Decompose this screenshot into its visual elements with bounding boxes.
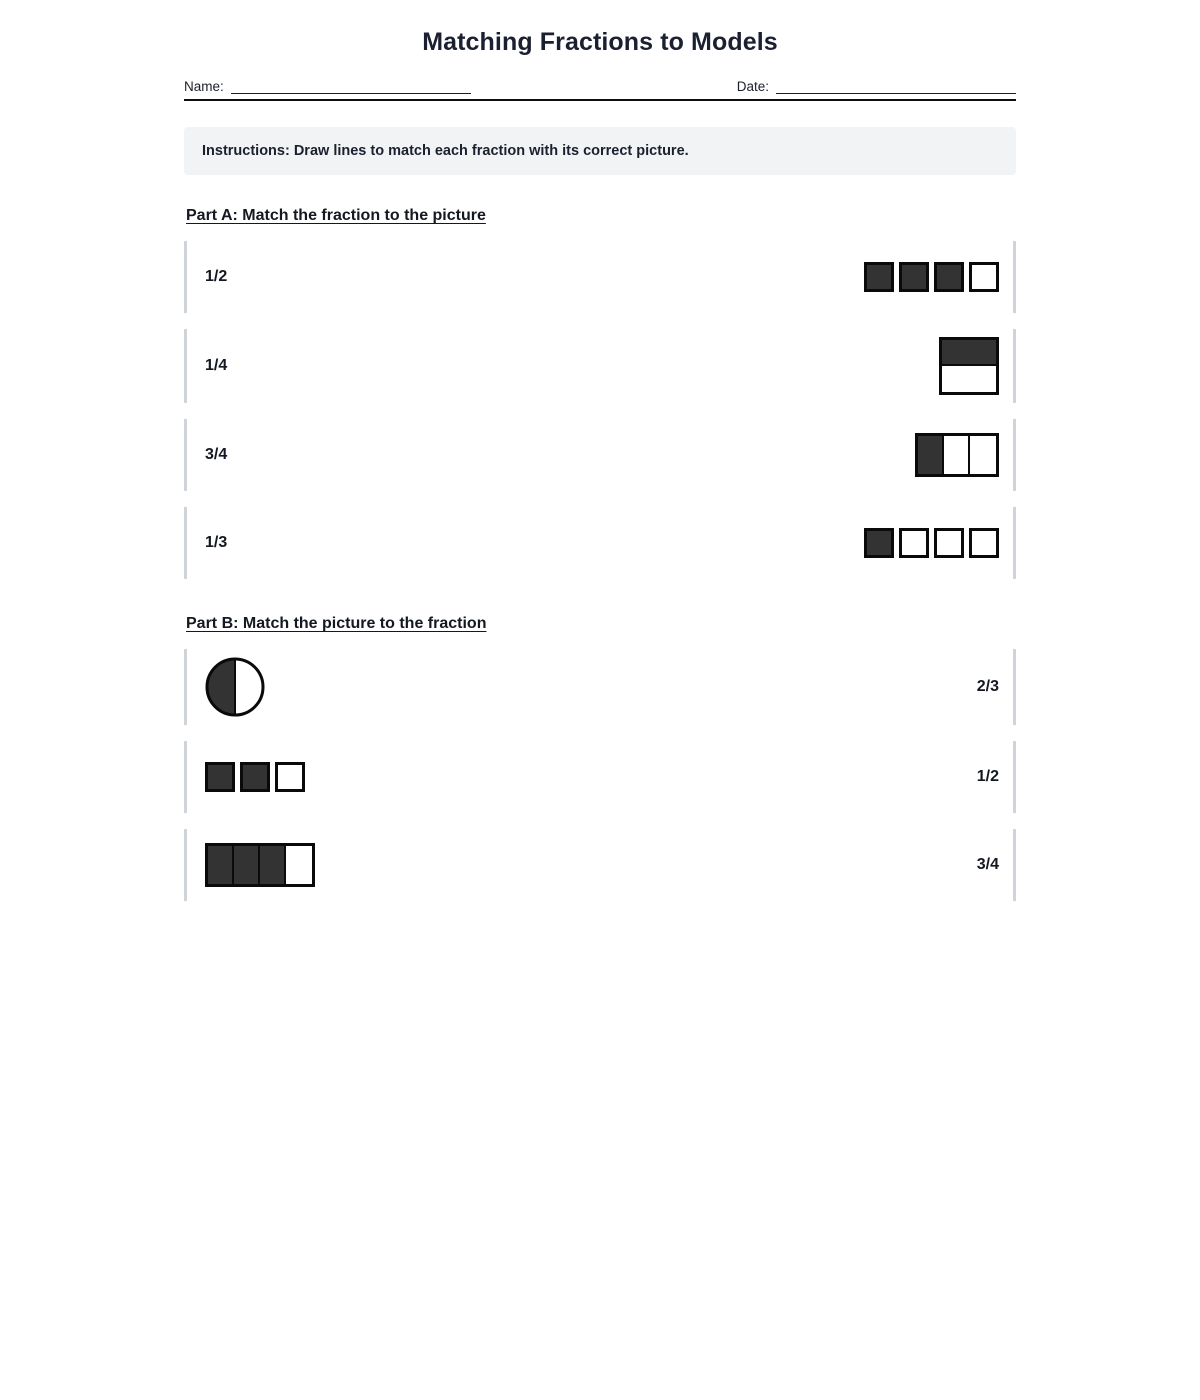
fraction-model — [205, 657, 265, 717]
part-b-heading: Part B: Match the picture to the fraction — [186, 615, 487, 632]
header-divider — [184, 99, 1016, 101]
name-label: Name: — [184, 79, 224, 94]
table-row[interactable] — [184, 241, 1016, 313]
fraction-model — [864, 262, 999, 292]
part-b-section — [184, 615, 1016, 901]
part-b-rows — [184, 649, 1016, 901]
circle-model-half-filled — [205, 657, 265, 717]
squares-model-4-of-which-1-filled — [864, 528, 999, 558]
squares-model-4-of-which-3-filled — [864, 262, 999, 292]
fraction-model — [939, 337, 999, 395]
square-empty — [969, 262, 999, 292]
part-a-section — [184, 207, 1016, 579]
fraction-label: 1/2 — [976, 768, 999, 785]
fraction-model — [864, 528, 999, 558]
half-filled — [942, 340, 996, 366]
half-empty — [942, 366, 996, 392]
square-empty — [969, 528, 999, 558]
fraction-label: 1/2 — [205, 268, 228, 285]
part-a-rows — [184, 241, 1016, 579]
worksheet-sheet — [184, 0, 1016, 901]
square-empty — [934, 528, 964, 558]
fraction-label: 3/4 — [205, 446, 228, 463]
table-row[interactable] — [184, 649, 1016, 725]
date-label: Date: — [736, 79, 769, 94]
square-filled — [899, 262, 929, 292]
bar-part-empty — [944, 436, 970, 474]
square-filled — [934, 262, 964, 292]
table-row[interactable] — [184, 329, 1016, 403]
date-field-group — [737, 79, 1016, 94]
halves-square-model-1-of-2-filled — [939, 337, 999, 395]
square-empty — [275, 762, 305, 792]
table-row[interactable] — [184, 829, 1016, 901]
name-input-blank[interactable] — [231, 80, 471, 94]
fraction-label: 3/4 — [976, 856, 999, 873]
bar-part-filled — [918, 436, 944, 474]
date-input-blank[interactable] — [776, 80, 1016, 94]
square-filled — [864, 528, 894, 558]
square-filled — [205, 762, 235, 792]
fraction-model — [205, 843, 315, 887]
fraction-label: 1/3 — [205, 534, 228, 551]
fraction-model — [205, 762, 305, 792]
vertical-split-square — [939, 337, 999, 395]
bar-part-filled — [234, 846, 260, 884]
square-empty — [899, 528, 929, 558]
table-row[interactable] — [184, 741, 1016, 813]
fraction-label: 2/3 — [976, 678, 999, 695]
square-filled — [864, 262, 894, 292]
square-filled — [240, 762, 270, 792]
part-a-heading: Part A: Match the fraction to the picture — [186, 207, 486, 224]
fraction-model — [915, 433, 999, 477]
name-field-group — [184, 79, 471, 94]
table-row[interactable] — [184, 419, 1016, 491]
instructions-box: Instructions: Draw lines to match each fraction with its correct picture. — [184, 127, 1016, 175]
bar-part-filled — [208, 846, 234, 884]
squares-model-3-of-which-2-filled — [205, 762, 305, 792]
page-title: Matching Fractions to Models — [422, 28, 778, 56]
fraction-label: 1/4 — [205, 357, 228, 374]
table-row[interactable] — [184, 507, 1016, 579]
bar-model-3-parts-1-filled — [915, 433, 999, 477]
bar-part-empty — [286, 846, 312, 884]
bar-model-4-parts-3-filled — [205, 843, 315, 887]
name-date-row — [184, 79, 1016, 99]
bar-part-empty — [970, 436, 996, 474]
bar-part-filled — [260, 846, 286, 884]
